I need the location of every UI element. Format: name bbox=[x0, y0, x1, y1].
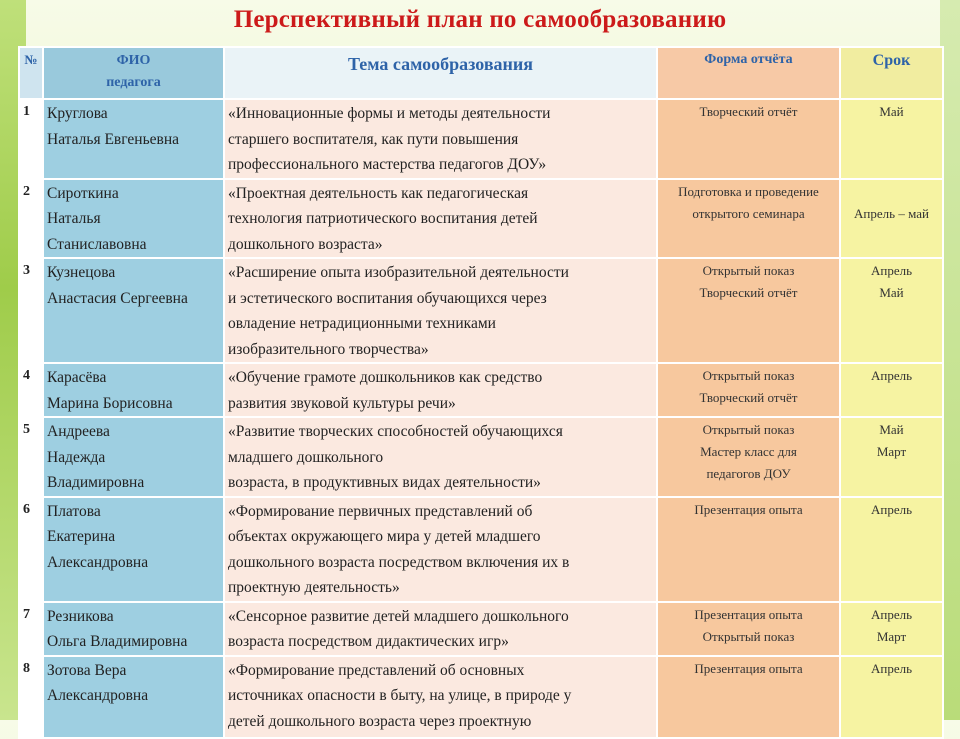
term-cell bbox=[840, 656, 943, 738]
topic-line: овладение нетрадиционными техниками bbox=[228, 315, 496, 332]
report-form-line: Мастер класс для bbox=[700, 444, 797, 459]
header-name-line: педагога bbox=[106, 75, 161, 90]
table-row bbox=[19, 258, 943, 363]
report-form-line: Творческий отчёт bbox=[699, 285, 798, 300]
term-cell bbox=[840, 179, 943, 259]
report-form-line: Презентация опыта bbox=[694, 606, 803, 622]
row-number: 6 bbox=[19, 497, 43, 602]
topic-line: «Расширение опыта изобразительной деятельности bbox=[228, 264, 569, 281]
row-number: 7 bbox=[19, 602, 43, 656]
term-line: Май bbox=[879, 285, 904, 300]
topic-cell bbox=[224, 656, 657, 738]
self-education-plan-table bbox=[18, 46, 944, 739]
report-form-line: педагогов ДОУ bbox=[706, 466, 791, 481]
report-form-line: Открытый показ bbox=[702, 263, 795, 278]
topic-line: проектную деятельность» bbox=[228, 579, 400, 596]
teacher-name-line: Карасёва bbox=[47, 369, 107, 386]
table-header-row bbox=[19, 47, 943, 99]
term-cell bbox=[840, 363, 943, 417]
term-cell bbox=[840, 258, 943, 363]
table-row bbox=[19, 656, 943, 738]
header-topic: Тема самообразования bbox=[224, 47, 657, 99]
topic-cell bbox=[224, 179, 657, 259]
row-number: 2 bbox=[19, 179, 43, 259]
report-form-cell bbox=[657, 99, 840, 179]
table-row bbox=[19, 179, 943, 259]
report-form-cell bbox=[657, 258, 840, 363]
teacher-name-line: Андреева bbox=[47, 423, 110, 440]
header-term: Срок bbox=[840, 47, 943, 99]
term-line: Май bbox=[879, 422, 904, 437]
row-number: 5 bbox=[19, 417, 43, 497]
topic-line: и эстетического воспитания обучающихся через bbox=[228, 289, 547, 307]
teacher-name-cell bbox=[43, 258, 224, 363]
term-line: Апрель – май bbox=[854, 205, 929, 221]
topic-line: «Инновационные формы и методы деятельности bbox=[228, 105, 551, 122]
report-form-line: Презентация опыта bbox=[694, 501, 803, 517]
teacher-name-line: Екатерина bbox=[47, 528, 116, 545]
teacher-name-line: Сироткина bbox=[47, 184, 119, 202]
term-line: Апрель bbox=[870, 368, 913, 383]
topic-line: «Проектная деятельность как педагогическая bbox=[228, 184, 529, 202]
topic-line: изобразительного творчества» bbox=[228, 340, 429, 358]
topic-line: дошкольного возраста посредством включения их в bbox=[228, 553, 570, 571]
teacher-name-line: Круглова bbox=[47, 105, 108, 122]
term-cell bbox=[840, 99, 943, 179]
teacher-name-cell bbox=[43, 602, 224, 656]
topic-line: «Обучение грамоте дошкольников как средство bbox=[228, 369, 543, 386]
topic-line: профессионального мастерства педагогов ДОУ» bbox=[228, 156, 547, 173]
teacher-name-line: Кузнецова bbox=[47, 264, 116, 281]
table-row bbox=[19, 497, 943, 602]
teacher-name-line: Станиславовна bbox=[47, 235, 147, 253]
table-row bbox=[19, 417, 943, 497]
report-form-cell bbox=[657, 602, 840, 656]
report-form-cell bbox=[657, 656, 840, 738]
teacher-name-cell bbox=[43, 497, 224, 602]
report-form-line: Открытый показ bbox=[702, 368, 795, 383]
topic-line: источниках опасности в быту, на улице, в природе у bbox=[228, 687, 572, 704]
term-line: Апрель bbox=[870, 660, 913, 676]
row-number: 4 bbox=[19, 363, 43, 417]
report-form-cell bbox=[657, 497, 840, 602]
term-line: Апрель bbox=[870, 501, 913, 517]
teacher-name-line: Александровна bbox=[47, 553, 149, 571]
topic-line: возраста посредством дидактических игр» bbox=[228, 633, 509, 650]
table-row bbox=[19, 363, 943, 417]
header-name-line: ФИО bbox=[116, 53, 151, 68]
topic-cell bbox=[224, 99, 657, 179]
term-cell bbox=[840, 497, 943, 602]
teacher-name-line: Марина Борисовна bbox=[47, 394, 173, 412]
term-line bbox=[842, 181, 941, 203]
topic-cell bbox=[224, 363, 657, 417]
report-form-line: Презентация опыта bbox=[694, 660, 803, 676]
report-form-line: Подготовка и проведение bbox=[678, 183, 819, 199]
teacher-name-line: Платова bbox=[47, 502, 101, 520]
term-line: Март bbox=[876, 444, 907, 459]
topic-line: объектах окружающего мира у детей младшего bbox=[228, 528, 541, 545]
report-form-cell bbox=[657, 363, 840, 417]
page-title: Перспективный план по самообразованию bbox=[233, 6, 727, 33]
teacher-name-line: Александровна bbox=[47, 687, 149, 704]
teacher-name-cell bbox=[43, 417, 224, 497]
teacher-name-line: Владимировна bbox=[47, 474, 145, 491]
topic-line: детей дошкольного возраста через проектную bbox=[228, 712, 532, 730]
row-number: 3 bbox=[19, 258, 43, 363]
topic-line: дошкольного возраста» bbox=[228, 235, 383, 253]
header-number: № bbox=[19, 47, 43, 99]
topic-line: младшего дошкольного bbox=[228, 448, 384, 466]
table-row bbox=[19, 99, 943, 179]
teacher-name-cell bbox=[43, 99, 224, 179]
teacher-name-cell bbox=[43, 179, 224, 259]
term-cell bbox=[840, 602, 943, 656]
teacher-name-line: Резникова bbox=[47, 607, 114, 625]
report-form-cell bbox=[657, 179, 840, 259]
teacher-name-cell bbox=[43, 363, 224, 417]
teacher-name-line: Наталья Евгеньевна bbox=[47, 130, 180, 148]
term-line: Май bbox=[879, 104, 904, 119]
teacher-name-line: Ольга Владимировна bbox=[47, 633, 188, 650]
teacher-name-line: Анастасия Сергеевна bbox=[47, 289, 188, 307]
topic-cell bbox=[224, 417, 657, 497]
topic-line: «Развитие творческих способностей обучающихся bbox=[228, 423, 563, 440]
report-form-line: Творческий отчёт bbox=[699, 104, 798, 119]
report-form-line: Творческий отчёт bbox=[699, 390, 798, 405]
topic-line: «Формирование первичных представлений об bbox=[228, 502, 533, 520]
topic-cell bbox=[224, 602, 657, 656]
teacher-name-line: Зотова Вера bbox=[47, 661, 127, 679]
topic-line: «Сенсорное развитие детей младшего дошкольного bbox=[228, 607, 569, 625]
table-row bbox=[19, 602, 943, 656]
report-form-line: открытого семинара bbox=[692, 205, 805, 221]
teacher-name-cell bbox=[43, 656, 224, 738]
teacher-name-line: Надежда bbox=[47, 448, 106, 466]
term-line: Март bbox=[876, 628, 907, 644]
row-number: 1 bbox=[19, 99, 43, 179]
header-teacher-name bbox=[43, 47, 224, 99]
teacher-name-line: Наталья bbox=[47, 210, 101, 227]
topic-cell bbox=[224, 258, 657, 363]
report-form-cell bbox=[657, 417, 840, 497]
row-number: 8 bbox=[19, 656, 43, 738]
topic-line: развития звуковой культуры речи» bbox=[228, 394, 456, 412]
term-line: Апрель bbox=[870, 263, 913, 278]
report-form-line: Открытый показ bbox=[702, 422, 795, 437]
topic-line: «Формирование представлений об основных bbox=[228, 661, 525, 679]
term-cell bbox=[840, 417, 943, 497]
report-form-line: Открытый показ bbox=[702, 628, 795, 644]
topic-line: возраста, в продуктивных видах деятельности» bbox=[228, 474, 541, 491]
term-line: Апрель bbox=[870, 606, 913, 622]
topic-line: технология патриотического воспитания детей bbox=[228, 210, 538, 227]
topic-line: старшего воспитателя, как пути повышения bbox=[228, 130, 519, 148]
header-report-form: Форма отчёта bbox=[657, 47, 840, 99]
topic-cell bbox=[224, 497, 657, 602]
